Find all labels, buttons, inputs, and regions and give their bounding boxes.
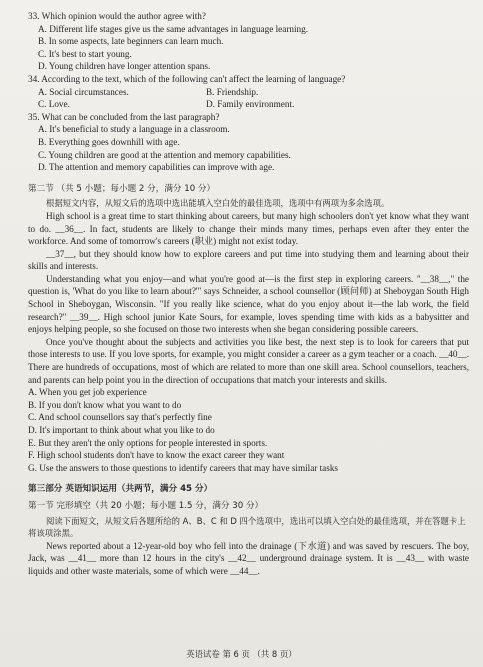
option-b: B. In some aspects, late beginners can learn much. — [38, 36, 224, 47]
question-stem: 34. According to the text, which of the following can't affect the learning of language? — [28, 73, 346, 84]
option-a: A. Different life stages give us the same advantages in language learning. — [38, 23, 309, 34]
option-d: D. Young children have longer attention spans. — [38, 61, 211, 72]
question-35 — [28, 111, 469, 174]
passage-paragraph: Understanding what you enjoy—and what you're good at—is the first step in exploring careers. "__38__," the question is, 'What do you like to learn about?'" says Schneider, a school counsellor (顾问师) at Sheboygan South High School in Sheboygan, Wisconsin. "If you really like science, what do you enjoy about it—the lab work, the field research?" __39__. High school junior Kate Sours, for example, loves spending time with kids as a babysitter and enjoys helping people, so she focused on those two interests when she began considering possible careers. — [28, 273, 469, 335]
option-b: B. Friendship. — [206, 86, 259, 97]
part-3 — [28, 483, 469, 577]
answer-option: G. Use the answers to those questions to identify careers that may have similar tasks — [28, 462, 339, 473]
option-c: C. Young children are good at the attention and memory capabilities. — [38, 149, 291, 160]
passage-paragraph: __37__, but they should know how to explore careers and put time into studying them and learning about their skills and interests. — [28, 248, 469, 272]
page-footer: 英语试卷 第 6 页 （共 8 页） — [186, 649, 297, 660]
question-stem: 35. What can be concluded from the last paragraph? — [28, 111, 220, 122]
question-stem: 33. Which opinion would the author agree with? — [28, 11, 206, 21]
section-2 — [28, 183, 469, 475]
answer-option: E. But they aren't the only options for people interested in sports. — [28, 437, 268, 448]
answer-option: C. And school counsellors say that's perfectly fine — [28, 412, 212, 423]
question-34 — [28, 73, 469, 111]
answer-option: F. High school students don't have to know the exact career they want — [28, 450, 285, 461]
cloze-paragraph: News reported about a 12-year-old boy who fell into the drainage (下水道) and was saved by rescuers. The boy, Jack, was __41__ more than 12 hours in the city's __42__ underground drainage system. It is __43__ with waste liquids and other waste materials, some of which were __44__. — [28, 540, 469, 576]
section-instruction: 根据短文内容，从短文后的选项中选出能填入空白处的最佳选项，选项中有两项为多余选项。 — [46, 198, 390, 209]
answer-option: B. If you don't know what you want to do — [28, 399, 182, 410]
answer-option: A. When you get job experience — [28, 387, 147, 398]
answer-option: D. It's important to think about what you like to do — [28, 425, 215, 435]
section-heading: 第二节 （共 5 小题；每小题 2 分，满分 10 分） — [28, 183, 216, 194]
option-d: D. Family environment. — [206, 99, 295, 110]
passage-paragraph: High school is a great time to start thinking about careers, but many high schoolers don't yet know what they want to do. __36__. In fact, students are likely to change their minds many times, perhaps even after they enter the workforce. And some of tomorrow's careers (职业) might not exist today. — [28, 210, 469, 247]
option-a: A. It's beneficial to study a language in a classroom. — [38, 124, 230, 135]
option-a: A. Social circumstances. — [38, 86, 129, 97]
option-b: B. Everything goes downhill with age. — [38, 136, 180, 147]
question-33 — [28, 10, 469, 73]
part-heading: 第三部分 英语知识运用（共两节，满分 45 分） — [28, 484, 213, 495]
option-c: C. Love. — [38, 99, 70, 110]
section-instruction: 阅读下面短文，从短文后各题所给的 A、B、C 和 D 四个选项中，选出可以填入空白处的最佳选项，并在答题卡上将该项涂黑。 — [28, 515, 466, 539]
sub-heading: 第一节 完形填空（共 20 小题；每小题 1.5 分，满分 30 分） — [28, 500, 264, 511]
option-d: D. The attention and memory capabilities can improve with age. — [38, 162, 275, 173]
option-c: C. It's best to start young. — [38, 48, 132, 59]
passage-paragraph: Once you've thought about the subjects and activities you like best, the next step is to look for careers that put those interests to use. If you love sports, for example, you might consider a career as a gym teacher or a coach. __40__. There are hundreds of occupations, most of which are related to more than one skill area. School counsellors, teachers, and parents can help point you in the direction of occupations that match your interests and skills. — [28, 336, 469, 385]
